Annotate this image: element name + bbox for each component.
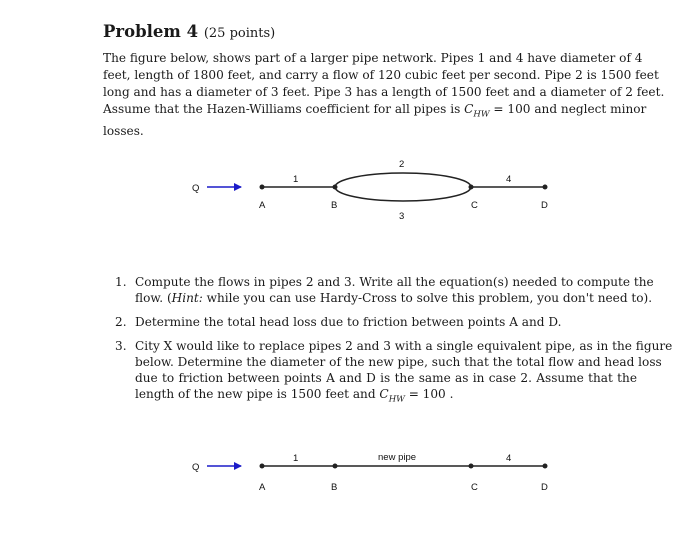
statement-line-4-post: = 100 and neglect minor — [489, 102, 647, 116]
question-3-line-2: below. Determine the diameter of the new pipe, such that the total flow and head loss — [135, 355, 662, 369]
fig2-pipe-label-4: 4 — [506, 453, 512, 464]
statement-line-5: losses. — [103, 124, 144, 139]
statement-line-4-pre: Assume that the Hazen-Williams coefficient for all pipes is — [103, 102, 465, 116]
question-3-line-4-pre: length of the new pipe is 1500 feet and — [135, 387, 380, 401]
fig1-node-label-c: C — [471, 200, 478, 211]
fig2-node-c — [469, 464, 474, 469]
fig2-flow-label: Q — [192, 462, 200, 473]
fig1-pipe-label-1: 1 — [293, 174, 299, 185]
question-1-line-1: Compute the flows in pipes 2 and 3. Write all the equation(s) needed to compute the — [135, 275, 654, 289]
fig2-node-a — [260, 464, 265, 469]
fig1-node-a — [260, 185, 265, 190]
question-1-line-2 — [135, 290, 653, 306]
question-1-hint: Hint: — [171, 291, 203, 305]
fig1-node-label-d: D — [541, 200, 548, 211]
fig1-pipe-label-3: 3 — [399, 211, 405, 222]
fig2-node-b — [333, 464, 338, 469]
fig2-pipe-label-new: new pipe — [378, 452, 417, 463]
question-list — [115, 274, 673, 415]
statement-line-3: long and has a diameter of 3 feet. Pipe 3 has a length of 1500 feet and a diameter of 2 feet. — [103, 85, 665, 99]
fig1-node-b — [333, 185, 338, 190]
statement-line-2: feet, length of 1800 feet, and carry a flow of 120 cubic feet per second. Pipe 2 is 1500 feet — [103, 68, 659, 82]
question-3-line-3: due to friction between points A and D is the same as in case 2. Assume that the — [135, 371, 637, 385]
problem-title-text: Problem 4 — [103, 22, 199, 41]
fig2-node-d — [543, 464, 548, 469]
question-3-line-4 — [135, 386, 637, 407]
question-1 — [115, 274, 654, 306]
fig1-pipe-label-4: 4 — [506, 174, 512, 185]
fig1-node-d — [543, 185, 548, 190]
chw-subscript: HW — [473, 109, 490, 120]
question-2-number: 2. — [115, 315, 127, 329]
fig1-pipe-label-2: 2 — [399, 159, 405, 170]
question-1-line-2-post: while you can use Hardy-Cross to solve this problem, you don't need to). — [202, 291, 653, 305]
fig1-node-label-a: A — [259, 200, 266, 211]
question-3-number: 3. — [115, 339, 127, 353]
question-2-line-1: Determine the total head loss due to friction between points A and D. — [135, 315, 562, 329]
question-3 — [115, 338, 673, 407]
question-2 — [115, 314, 637, 330]
fig1-loop-pipes-2-3 — [335, 173, 471, 201]
question-3-line-1: City X would like to replace pipes 2 and 3 with a single equivalent pipe, as in the figure — [135, 339, 673, 353]
chw-c: C — [464, 102, 474, 116]
fig2-node-label-c: C — [471, 482, 478, 493]
question-1-number: 1. — [115, 275, 127, 289]
fig2-node-label-d: D — [541, 482, 548, 493]
question-3-chw-c: C — [379, 387, 389, 401]
fig1-node-label-b: B — [331, 200, 338, 211]
fig2-pipe-label-1: 1 — [293, 453, 299, 464]
question-3-chw-symbol — [379, 387, 405, 405]
fig1-flow-label: Q — [192, 183, 200, 194]
fig2-node-label-a: A — [259, 482, 266, 493]
question-3-chw-subscript: HW — [388, 394, 405, 405]
question-1-line-2-pre: flow. ( — [135, 291, 172, 305]
statement-line-1: The figure below, shows part of a larger pipe network. Pipes 1 and 4 have diameter of 4 — [103, 51, 643, 65]
fig1-node-c — [469, 185, 474, 190]
question-3-line-4-post: = 100 . — [404, 387, 454, 401]
problem-points: (25 points) — [203, 26, 276, 41]
fig2-node-label-b: B — [331, 482, 338, 493]
